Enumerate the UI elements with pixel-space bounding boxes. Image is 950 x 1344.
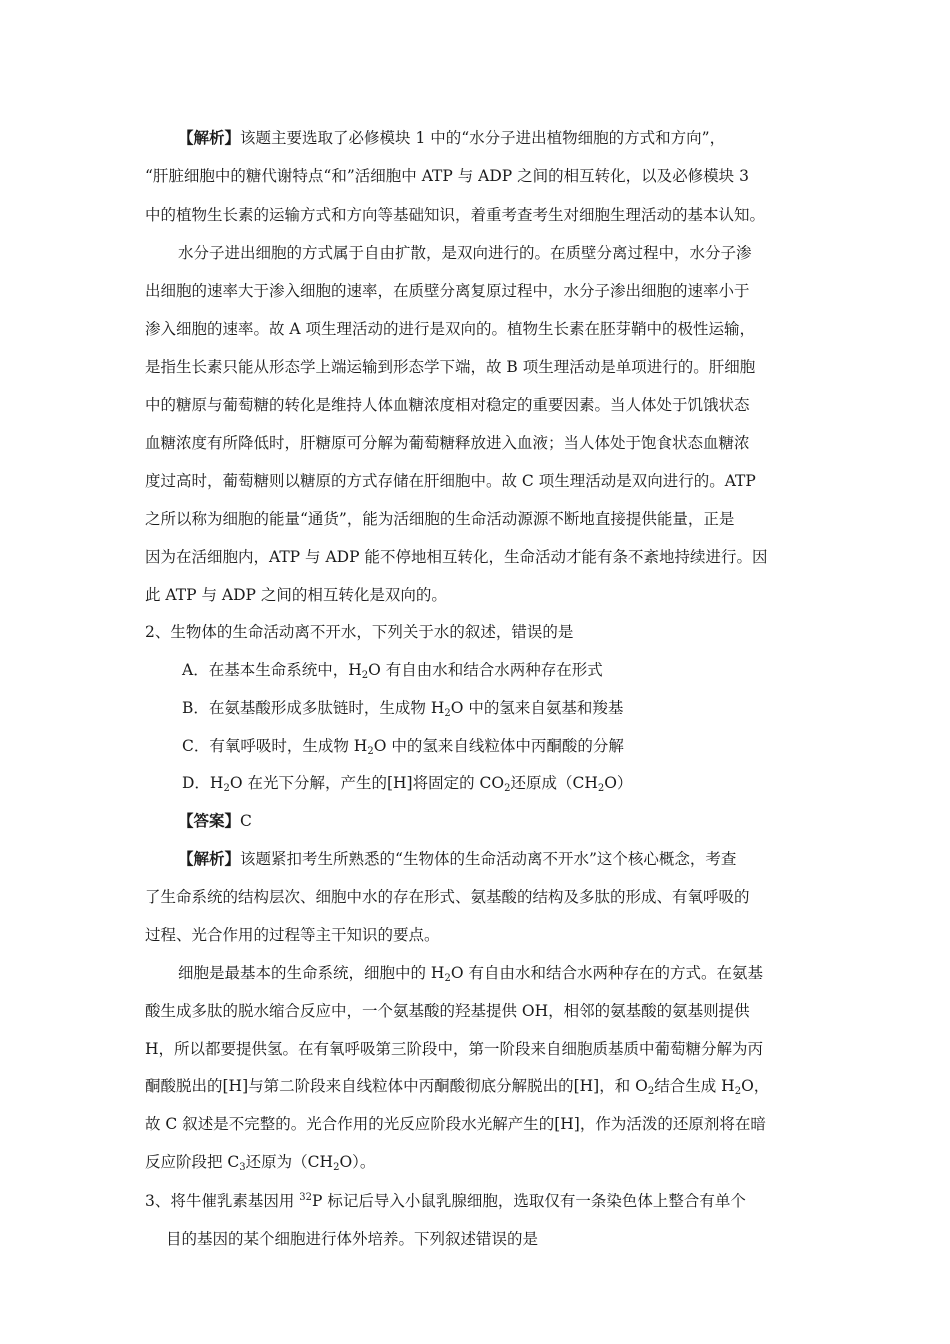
q2-analysis-line-3: 过程、光合作用的过程等主干知识的要点。 [145,926,440,944]
body-line: 血糖浓度有所降低时，肝糖原可分解为葡萄糖释放进入血液；当人体处于饱食状态血糖浓 [145,434,750,452]
body-line: 渗入细胞的速率。故 A 项生理活动的进行是双向的。植物生长素在胚芽鞘中的极性运输， [145,320,756,338]
q2-analysis-line-1: 【解析】该题紧扣考生所熟悉的“生物体的生命活动离不开水”这个核心概念，考查 [178,849,737,868]
q2-body-line-3: H，所以都要提供氢。在有氧呼吸第三阶段中，第一阶段来自细胞质基质中葡萄糖分解为丙 [145,1040,764,1058]
question-2-stem: 2、生物体的生命活动离不开水，下列关于水的叙述，错误的是 [145,623,574,641]
body-line: 之所以称为细胞的能量“通货”，能为活细胞的生命活动源源不断地直接提供能量，正是 [145,510,735,528]
body-line: 中的糖原与葡萄糖的转化是维持人体血糖浓度相对稳定的重要因素。当人体处于饥饿状态 [145,396,750,414]
analysis-line-3: 中的植物生长素的运输方式和方向等基础知识，着重考查考生对细胞生理活动的基本认知。 [145,206,766,224]
body-line: 度过高时，葡萄糖则以糖原的方式存储在肝细胞中。故 C 项生理活动是双向进行的。ATP [145,472,756,490]
q2-body-line-2: 酸生成多肽的脱水缩合反应中，一个氨基酸的羟基提供 OH，相邻的氨基酸的氨基则提供 [145,1002,750,1020]
body-line: 因为在活细胞内，ATP 与 ADP 能不停地相互转化，生命活动才能有条不紊地持续进行。因 [145,548,768,566]
analysis-line-2: “肝脏细胞中的糖代谢特点“和”活细胞中 ATP 与 ADP 之间的相互转化，以及必修模块 3 [145,167,749,185]
option-c: C．有氧呼吸时，生成物 $H_2O$ 中的氢来自线粒体中丙酮酸的分解 [182,737,624,757]
q2-body-line-1: 细胞是最基本的生命系统，细胞中的 $H_2O$ 有自由水和结合水两种存在的方式。在氨基 [178,964,763,984]
option-d: D．$H_2O$ 在光下分解，产生的[H]将固定的 $CO_2$还原成$(CH_2O)$ [182,774,633,794]
option-b: B．在氨基酸形成多肽链时，生成物 $H_2O$ 中的氢来自氨基和羧基 [182,699,624,719]
body-line: 此 ATP 与 ADP 之间的相互转化是双向的。 [145,586,447,604]
q2-body-line-4: 酮酸脱出的[H]与第二阶段来自线粒体中丙酮酸彻底分解脱出的[H]，和 $O_2$结合生成 $H_2O$， [145,1077,770,1097]
q2-body-line-6: 反应阶段把 $C_3$还原为$(CH_2O)$。 [145,1153,376,1173]
question-3-stem: 3、将牛催乳素基因用 $^{32}$P 标记后导入小鼠乳腺细胞，选取仅有一条染色体上整合有单个 [145,1192,746,1210]
answer-value: C [240,812,252,830]
question-3-stem-line-2: 目的基因的某个细胞进行体外培养。下列叙述错误的是 [166,1230,539,1248]
answer-label: 【答案】 [178,811,241,830]
analysis-label: 【解析】 [178,128,241,147]
body-line: 水分子进出细胞的方式属于自由扩散，是双向进行的。在质壁分离过程中，水分子渗 [178,244,752,262]
analysis-label: 【解析】 [178,849,241,868]
answer-line [178,811,252,831]
body-line: 出细胞的速率大于渗入细胞的速率，在质壁分离复原过程中，水分子渗出细胞的速率小于 [145,282,750,300]
body-line: 是指生长素只能从形态学上端运输到形态学下端，故 B 项生理活动是单项进行的。肝细胞 [145,358,756,376]
analysis-line-1: 【解析】该题主要选取了必修模块 1 中的“水分子进出植物细胞的方式和方向”， [178,128,726,147]
option-a: A．在基本生命系统中，$H_2O$ 有自由水和结合水两种存在形式 [182,661,603,681]
q2-analysis-line-2: 了生命系统的结构层次、细胞中水的存在形式、氨基酸的结构及多肽的形成、有氧呼吸的 [145,888,750,906]
q2-body-line-5: 故 C 叙述是不完整的。光合作用的光反应阶段水光解产生的[H]，作为活泼的还原剂将在暗 [145,1115,766,1133]
